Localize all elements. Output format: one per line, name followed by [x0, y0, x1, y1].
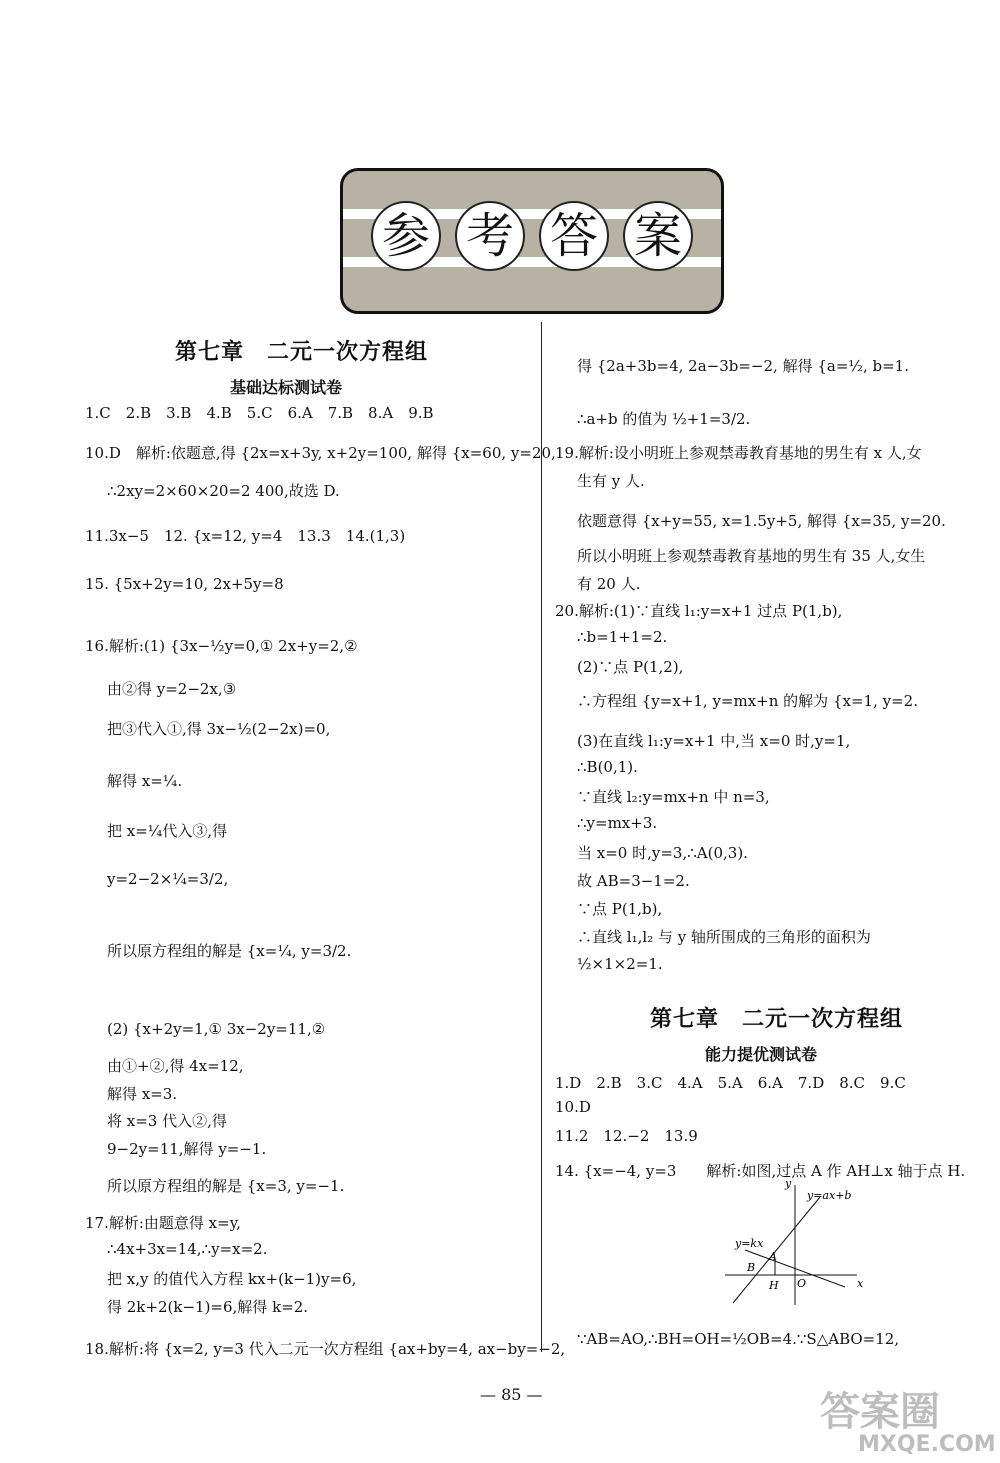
- answer-line: 所以小明班上参观禁毒教育基地的男生有 35 人,女生: [577, 547, 926, 565]
- label-l1: y=ax+b: [807, 1189, 852, 1202]
- banner-char: 参: [371, 201, 441, 271]
- answer-line: 10.D 解析:依题意,得 {2x=x+3y, x+2y=100, 解得 {x=60, y=20,: [85, 444, 556, 462]
- answer-line: ∵AB=AO,∴BH=OH=½OB=4.∵S△ABO=12,: [577, 1330, 900, 1348]
- answer-line: 20.解析:(1)∵直线 l₁:y=x+1 过点 P(1,b),: [555, 602, 843, 620]
- answer-line: (2)∵点 P(1,2),: [577, 658, 684, 676]
- answer-line: (2) {x+2y=1,① 3x−2y=11,②: [107, 1020, 326, 1038]
- answer-line: 11.2 12.−2 13.9: [555, 1127, 698, 1145]
- coordinate-figure: [725, 1175, 875, 1310]
- answer-line: 11.3x−5 12. {x=12, y=4 13.3 14.(1,3): [85, 527, 406, 545]
- answer-line: ∵点 P(1,b),: [577, 900, 663, 918]
- left-column: [85, 330, 566, 1370]
- banner-char: 答: [539, 201, 609, 271]
- label-A: A: [769, 1250, 777, 1263]
- answer-line: 1.D 2.B 3.C 4.A 5.A 6.A 7.D 8.C 9.C: [555, 1074, 906, 1092]
- watermark: 答案圈: [820, 1389, 940, 1435]
- test-title: 能力提优测试卷: [705, 1045, 818, 1064]
- right-column: [555, 330, 995, 1370]
- answer-line: 当 x=0 时,y=3,∴A(0,3).: [577, 844, 748, 862]
- answer-line: ∴4x+3x=14,∴y=x=2.: [107, 1240, 268, 1258]
- answer-banner: [340, 168, 724, 314]
- chapter-title: 第七章 二元一次方程组: [650, 1007, 904, 1032]
- answer-line: 得 2k+2(k−1)=6,解得 k=2.: [107, 1298, 309, 1316]
- answer-line: 依题意得 {x+y=55, x=1.5y+5, 解得 {x=35, y=20.: [577, 512, 946, 530]
- answer-line: 由①+②,得 4x=12,: [107, 1057, 244, 1075]
- label-l2: y=kx: [735, 1237, 764, 1250]
- answer-line: 14. {x=−4, y=3 解析:如图,过点 A 作 AH⊥x 轴于点 H.: [555, 1162, 966, 1180]
- answer-line: 15. {5x+2y=10, 2x+5y=8: [85, 575, 284, 593]
- answer-line: 生有 y 人.: [577, 472, 645, 490]
- answer-line: (3)在直线 l₁:y=x+1 中,当 x=0 时,y=1,: [577, 732, 851, 750]
- test-title: 基础达标测试卷: [230, 378, 343, 397]
- answer-line: ∴方程组 {y=x+1, y=mx+n 的解为 {x=1, y=2.: [577, 692, 918, 710]
- label-B: B: [747, 1261, 756, 1274]
- answer-line: 19.解析:设小明班上参观禁毒教育基地的男生有 x 人,女: [555, 444, 922, 462]
- answer-line: 9−2y=11,解得 y=−1.: [107, 1140, 267, 1158]
- answer-line: 1.C 2.B 3.B 4.B 5.C 6.A 7.B 8.A 9.B: [85, 404, 434, 422]
- chapter-title: 第七章 二元一次方程组: [175, 340, 429, 365]
- watermark-url: MXQE.COM: [858, 1432, 996, 1457]
- column-divider: [541, 322, 542, 1352]
- answer-line: 故 AB=3−1=2.: [577, 872, 690, 890]
- answer-line: 10.D: [555, 1098, 591, 1116]
- answer-line: y=2−2×¼=3/2,: [107, 870, 229, 888]
- answer-line: ∴y=mx+3.: [577, 814, 658, 832]
- answer-line: 所以原方程组的解是 {x=3, y=−1.: [107, 1177, 345, 1195]
- banner-char: 案: [623, 201, 693, 271]
- answer-line: ∴直线 l₁,l₂ 与 y 轴所围成的三角形的面积为: [577, 928, 871, 946]
- answer-line: 把③代入①,得 3x−½(2−2x)=0,: [107, 720, 331, 738]
- answer-line: ∴B(0,1).: [577, 758, 638, 776]
- banner-char: 考: [455, 201, 525, 271]
- answer-line: 有 20 人.: [577, 575, 641, 593]
- answer-line: 把 x,y 的值代入方程 kx+(k−1)y=6,: [107, 1270, 357, 1288]
- label-O: O: [797, 1277, 807, 1290]
- answer-line: ∴b=1+1=2.: [577, 628, 668, 646]
- label-H: H: [769, 1279, 779, 1292]
- answer-line: 将 x=3 代入②,得: [107, 1112, 227, 1130]
- answer-line: 解得 x=¼.: [107, 772, 183, 790]
- answer-line: 16.解析:(1) {3x−½y=0,① 2x+y=2,②: [85, 637, 358, 655]
- answer-line: 解得 x=3.: [107, 1085, 178, 1103]
- page-number: — 85 —: [480, 1385, 543, 1404]
- answer-line: ∵直线 l₂:y=mx+n 中 n=3,: [577, 788, 770, 806]
- answer-line: ∴a+b 的值为 ½+1=3/2.: [577, 410, 751, 428]
- answer-line: 17.解析:由题意得 x=y,: [85, 1214, 241, 1232]
- label-x: x: [857, 1277, 864, 1290]
- label-y: y: [785, 1177, 792, 1190]
- answer-line: 所以原方程组的解是 {x=¼, y=3/2.: [107, 942, 352, 960]
- answer-line: 把 x=¼代入③,得: [107, 822, 228, 840]
- answer-line: 18.解析:将 {x=2, y=3 代入二元一次方程组 {ax+by=4, ax−by=−2,: [85, 1340, 566, 1358]
- answer-line: ½×1×2=1.: [577, 955, 663, 973]
- answer-line: 得 {2a+3b=4, 2a−3b=−2, 解得 {a=½, b=1.: [577, 357, 909, 375]
- answer-line: 由②得 y=2−2x,③: [107, 680, 237, 698]
- answer-line: ∴2xy=2×60×20=2 400,故选 D.: [107, 482, 340, 500]
